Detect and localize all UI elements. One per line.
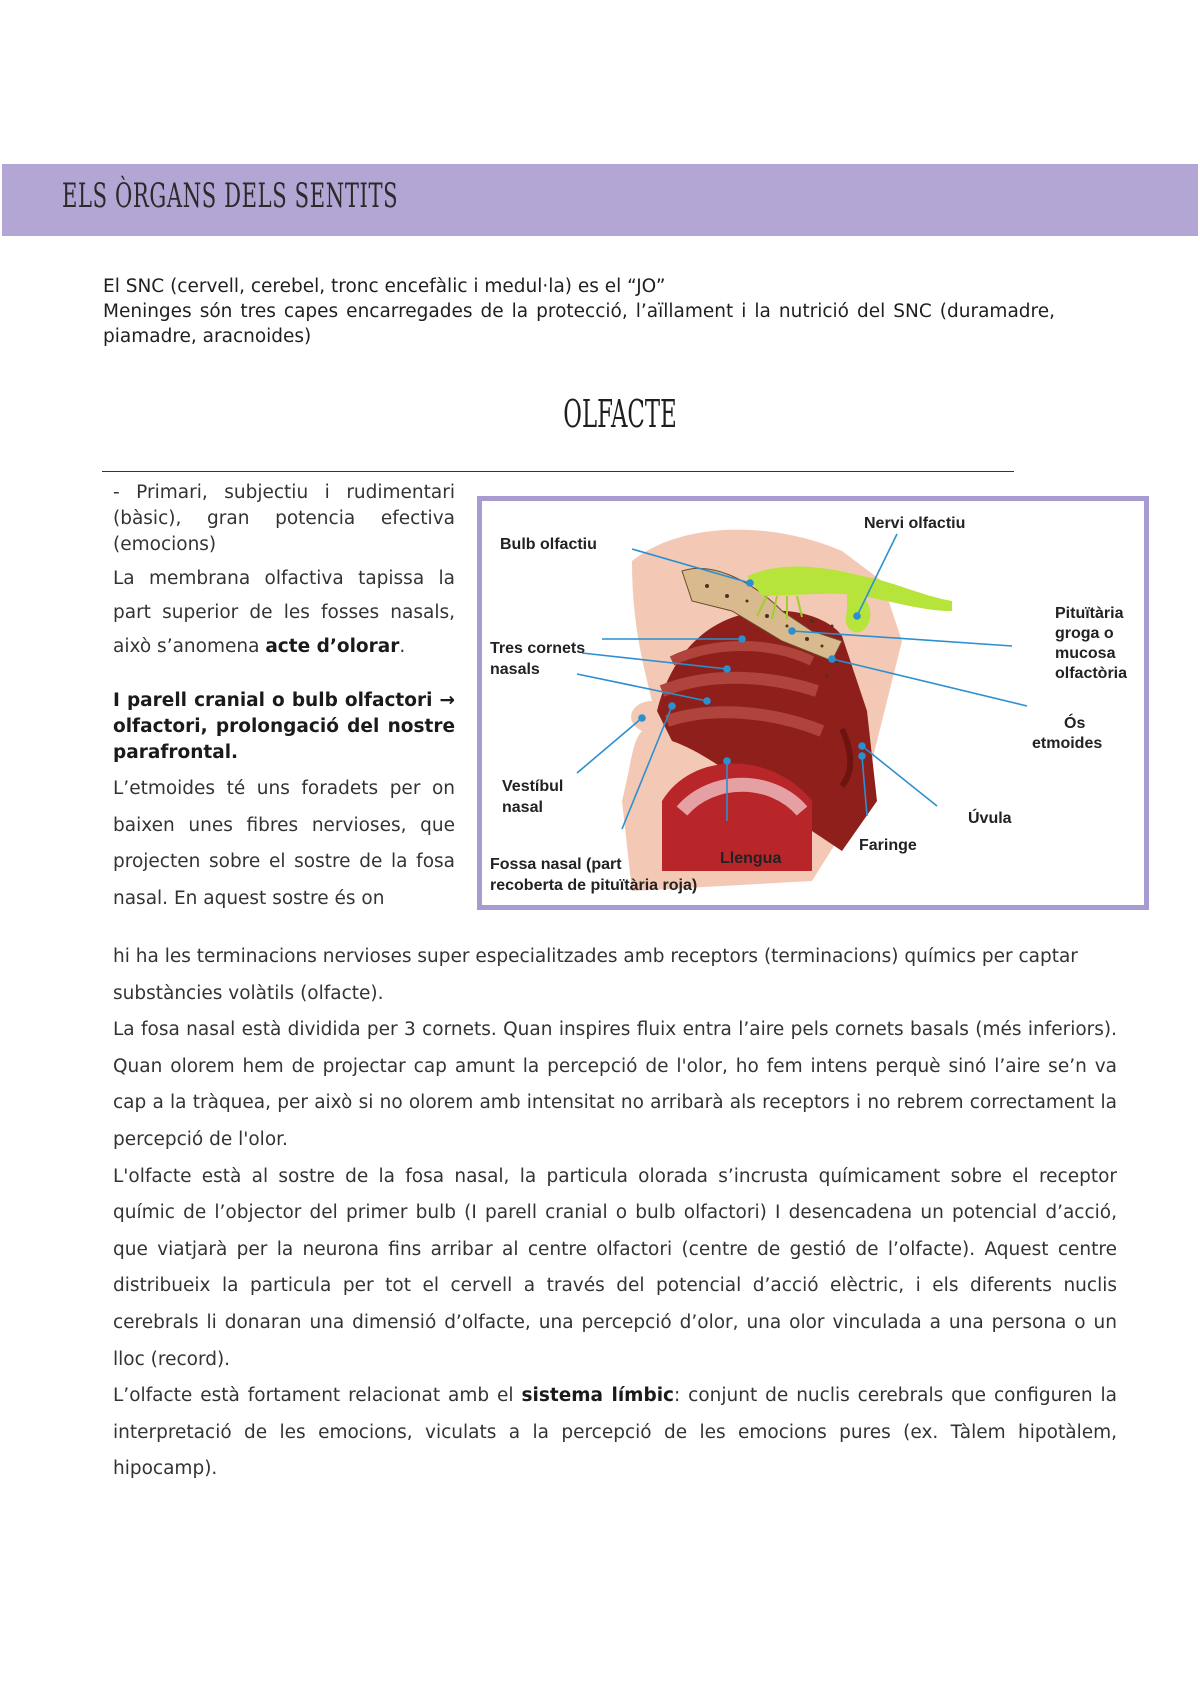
acte-olorar-term: acte d’olorar (265, 636, 400, 657)
label-pituitaria-3: mucosa (1055, 645, 1116, 662)
paragraph-limbic (113, 1378, 1117, 1488)
intro-block (103, 274, 1055, 349)
body-text (113, 939, 1117, 1488)
label-os: Ós (1064, 715, 1086, 732)
paragraph-membrana (113, 562, 455, 664)
label-nasals: nasals (490, 661, 540, 678)
label-pituitaria-2: groga o (1055, 625, 1114, 642)
intro-line-snc: El SNC (cervell, cerebel, tronc encefàlic i medul·la) es el “JO” (103, 276, 666, 297)
membrana-end: . (399, 636, 406, 657)
paragraph-terminacions: hi ha les terminacions nervioses super especialitzades amb receptors (terminacions) químics per captar substàncies volàtils (olfacte). (113, 946, 1078, 1004)
limbic-text: L’olfacte està fortament relacionat amb el (113, 1385, 522, 1407)
label-pituitaria-1: Pituïtària (1055, 605, 1124, 622)
label-fossa-nasal-2: recoberta de pituïtària roja) (490, 877, 698, 894)
paragraph-sostre: L'olfacte està al sostre de la fosa nasal, la particula olorada s’incrusta químicament sobre el receptor químic de l’objector del primer bulb (I parell cranial o bulb olfactori) I desencadena un potencial d’acció, que viatjarà per la neurona fins arribar al centre olfactori (centre de gestió de l’olfacte). Aquest centre distribueix la particula per tot el cervell a través del potencial d’acció elèctric, i els diferents nuclis cerebrals li donaran una dimensió d’olfacte, una percepció d’olor, una olor vinculada a una persona o un lloc (record). (113, 1165, 1117, 1370)
membrana-text: La membrana olfactiva tapissa la part superior de les fosses nasals, això s’anomena (113, 568, 455, 657)
label-faringe: Faringe (859, 837, 917, 854)
label-vestibul: Vestíbul (502, 778, 564, 795)
label-uvula: Úvula (968, 810, 1012, 827)
limbic-text-end: : conjunt de nuclis cerebrals que configuren la interpretació de les emocions, viculats a la percepció de les emocions pures (ex. Tàlem hipotàlem, hipocamp). (113, 1385, 1118, 1480)
bullet-primari: - Primari, subjectiu i rudimentari (bàsic), gran potencia efectiva (emocions) (113, 482, 455, 555)
paragraph-etmoides: L’etmoides té uns foradets per on baixen unes fibres nervioses, que projecten sobre el sostre de la fosa nasal. En aquest sostre és on (113, 778, 455, 909)
left-column (113, 480, 455, 917)
intro-line-meninges: Meninges són tres capes encarregades de la protecció, l’aïllament i la nutrició del SNC (duramadre, piamadre, aracnoides) (103, 301, 1055, 347)
paragraph-cornets: La fosa nasal està dividida per 3 cornets. Quan inspires fluix entra l’aire pels cornets basals (més inferiors). Quan olorem hem de projectar cap amunt la percepció de l'olor, ho fem intens perquè sinó l’aire se’n va cap a la tràquea, per això si no olorem amb intensitat no arribarà als receptors i no rebrem correctament la percepció de l'olor. (113, 1019, 1117, 1150)
page-title: ELS ÒRGANS DELS SENTITS (62, 176, 399, 216)
olfactory-anatomy-figure (477, 496, 1149, 910)
sistema-limbic-term: sistema límbic (521, 1385, 675, 1407)
label-nervi-olfactiu: Nervi olfactiu (864, 515, 966, 532)
label-tres-cornets: Tres cornets (490, 640, 586, 657)
label-bulb-olfactiu: Bulb olfactiu (500, 536, 597, 553)
label-fossa-nasal-1: Fossa nasal (part (490, 856, 622, 873)
section-title: OLFACTE (563, 392, 677, 436)
label-vestibul-nasal: nasal (502, 799, 543, 816)
paragraph-parell-cranial: I parell cranial o bulb olfactori → olfactori, prolongació del nostre parafrontal. (113, 690, 455, 763)
label-pituitaria-4: olfactòria (1055, 665, 1128, 682)
nasal-cavity-diagram (482, 501, 1144, 905)
section-divider (102, 471, 1014, 472)
label-llengua: Llengua (720, 850, 782, 867)
label-etmoides: etmoides (1032, 735, 1103, 752)
